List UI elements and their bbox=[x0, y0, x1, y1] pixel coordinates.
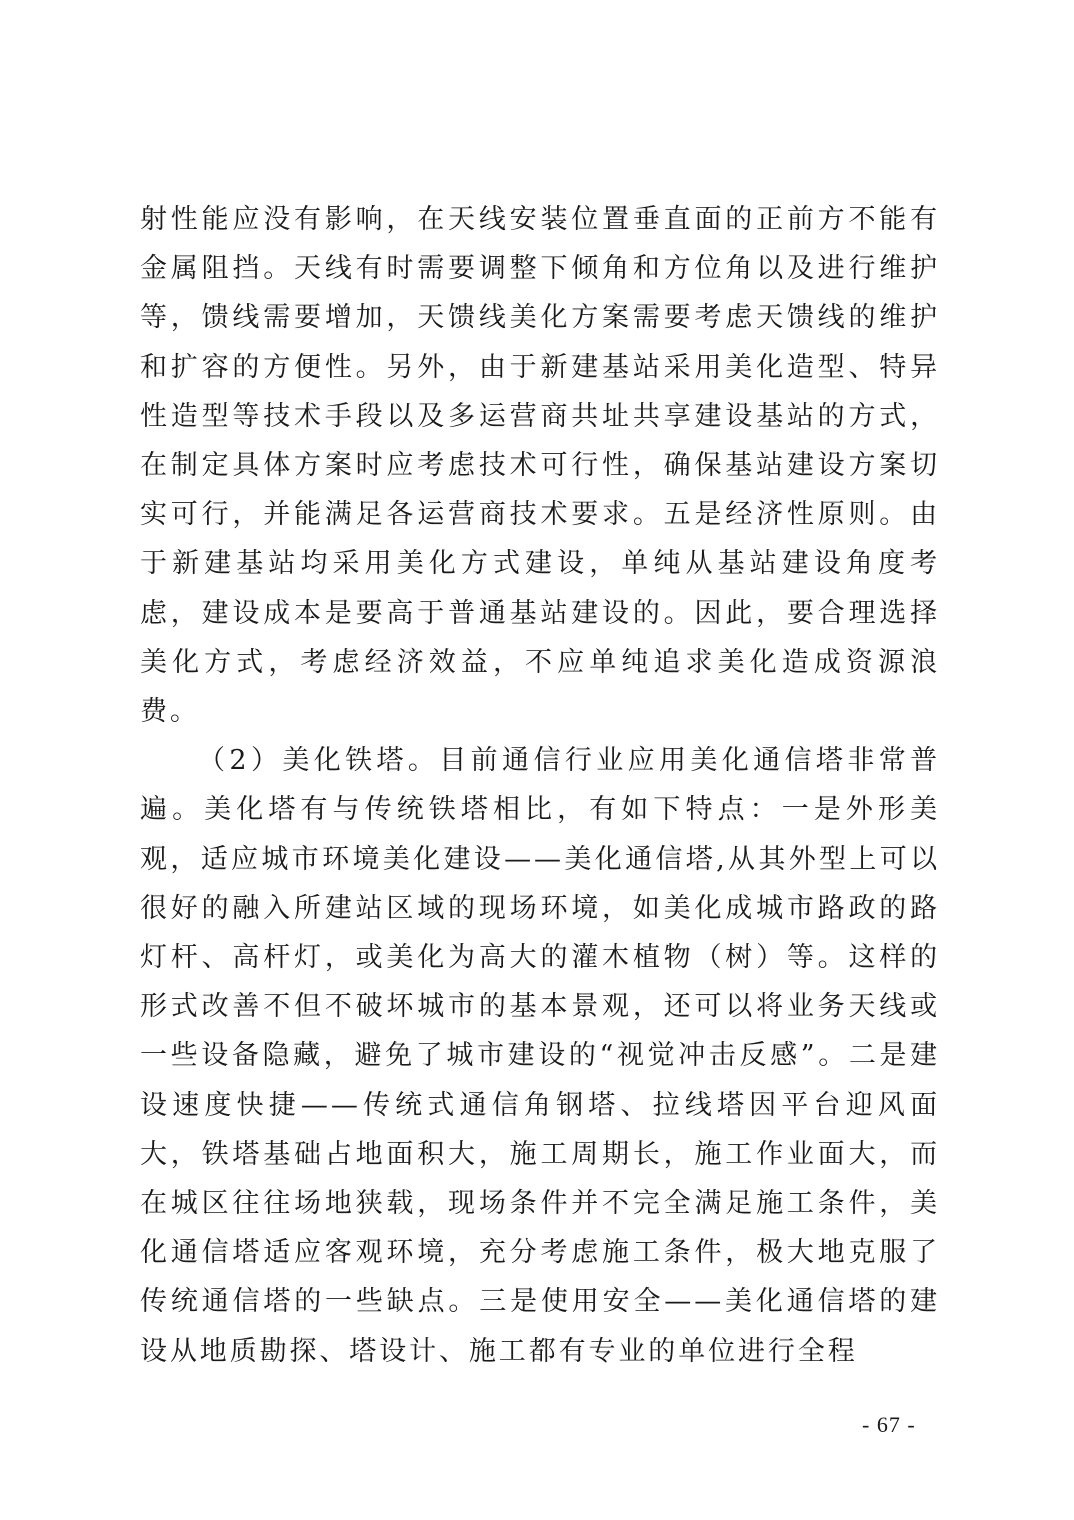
paragraph-beautified-tower: （2）美化铁塔。目前通信行业应用美化通信塔非常普遍。美化塔有与传统铁塔相比，有如下特点：一是外形美观，适应城市环境美化建设——美化通信塔,从其外型上可以很好的融入所建站区域的现场环境，如美化成城市路政的路灯杆、高杆灯，或美化为高大的灌木植物（树）等。这样的形式改善不但不破坏城市的基本景观，还可以将业务天线或一些设备隐藏，避免了城市建设的“视觉冲击反感”。二是建设速度快捷——传统式通信角钢塔、拉线塔因平台迎风面大，铁塔基础占地面积大，施工周期长，施工作业面大，而在城区往往场地狭载，现场条件并不完全满足施工条件，美化通信塔适应客观环境，充分考虑施工条件，极大地克服了传统通信塔的一些缺点。三是使用安全——美化通信塔的建设从地质勘探、塔设计、施工都有专业的单位进行全程 bbox=[140, 745, 940, 1367]
paragraph-continuation: 射性能应没有影响，在天线安装位置垂直面的正前方不能有金属阻挡。天线有时需要调整下倾角和方位角以及进行维护等，馈线需要增加，天馈线美化方案需要考虑天馈线的维护和扩容的方便性。另外，由于新建基站采用美化造型、特异性造型等技术手段以及多运营商共址共享建设基站的方式，在制定具体方案时应考虑技术可行性，确保基站建设方案切实可行，并能满足各运营商技术要求。五是经济性原则。由于新建基站均采用美化方式建设，单纯从基站建设角度考虑，建设成本是要高于普通基站建设的。因此，要合理选择美化方式，考虑经济效益，不应单纯追求美化造成资源浪费。 bbox=[140, 204, 940, 728]
body-text bbox=[140, 195, 940, 1376]
page-number: - 67 - bbox=[862, 1412, 916, 1437]
